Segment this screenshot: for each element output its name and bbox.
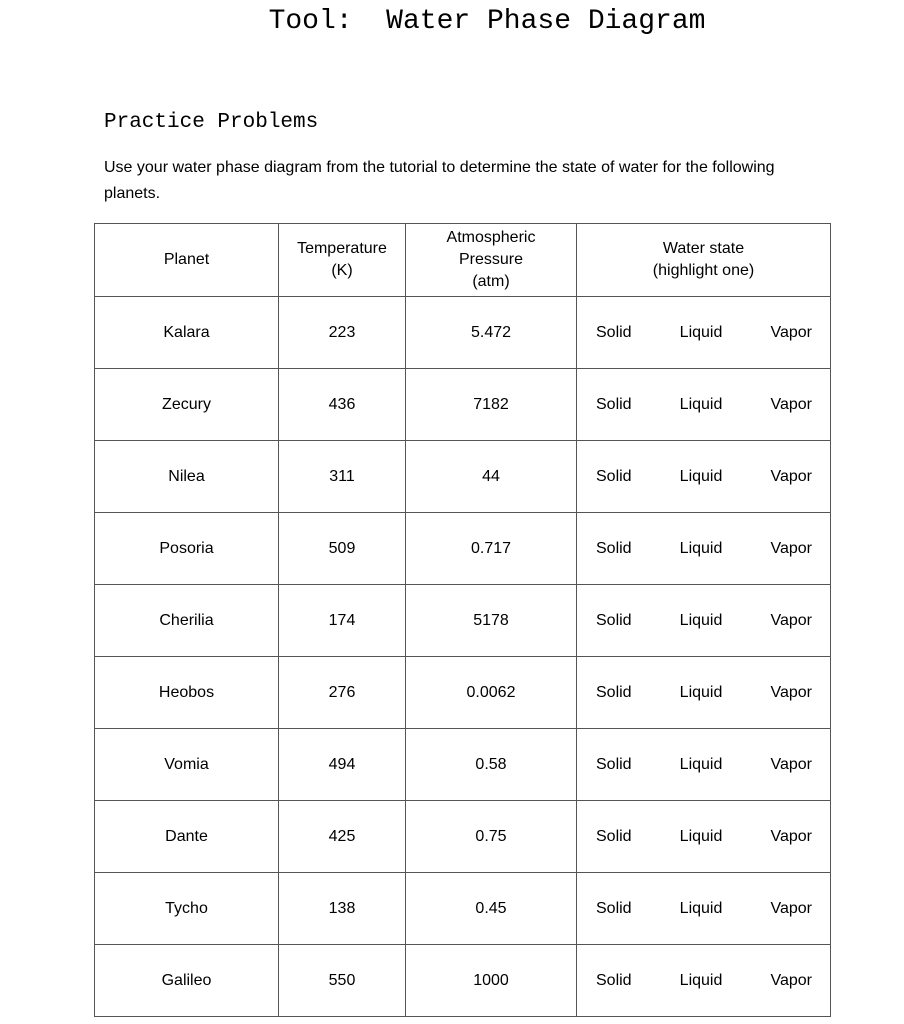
temperature-header-line1: Temperature (297, 240, 387, 257)
state-option-solid[interactable]: Solid (596, 323, 632, 341)
state-options (577, 540, 830, 558)
planet-name-cell: Zecury (95, 369, 279, 441)
temperature-header-line2: (K) (331, 262, 353, 279)
state-option-liquid[interactable]: Liquid (679, 323, 723, 341)
state-option-liquid[interactable]: Liquid (679, 755, 723, 773)
water-state-cell (577, 801, 831, 873)
pressure-column-header (406, 224, 577, 297)
state-options (577, 396, 830, 414)
pressure-header-line3: (atm) (472, 273, 510, 290)
table-row (95, 441, 831, 513)
water-state-cell (577, 873, 831, 945)
state-options (577, 900, 830, 918)
planet-name-cell: Vomia (95, 729, 279, 801)
state-option-solid[interactable]: Solid (596, 683, 632, 701)
table-body (95, 297, 831, 1017)
pressure-cell: 0.717 (406, 513, 577, 585)
table-row (95, 801, 831, 873)
state-options (577, 756, 830, 774)
state-option-vapor[interactable]: Vapor (770, 323, 812, 341)
temperature-cell: 276 (279, 657, 406, 729)
planet-name-cell: Tycho (95, 873, 279, 945)
table-row (95, 585, 831, 657)
table-row (95, 369, 831, 441)
state-option-vapor[interactable]: Vapor (770, 971, 812, 989)
planet-name-cell: Kalara (95, 297, 279, 369)
temperature-cell: 436 (279, 369, 406, 441)
state-option-liquid[interactable]: Liquid (679, 971, 723, 989)
water-state-cell (577, 729, 831, 801)
state-option-liquid[interactable]: Liquid (679, 827, 723, 845)
temperature-cell: 494 (279, 729, 406, 801)
state-option-solid[interactable]: Solid (596, 611, 632, 629)
planet-column-header (95, 224, 279, 297)
planet-name-cell: Nilea (95, 441, 279, 513)
state-option-liquid[interactable]: Liquid (679, 467, 723, 485)
state-option-liquid[interactable]: Liquid (679, 539, 723, 557)
water-state-cell (577, 585, 831, 657)
state-option-solid[interactable]: Solid (596, 467, 632, 485)
state-options (577, 972, 830, 990)
planet-header-label: Planet (163, 251, 210, 268)
pressure-header-line1: Atmospheric (446, 229, 536, 246)
temperature-cell: 174 (279, 585, 406, 657)
water-state-header-line2: (highlight one) (652, 262, 755, 279)
state-option-solid[interactable]: Solid (596, 539, 632, 557)
state-options (577, 828, 830, 846)
temperature-cell: 509 (279, 513, 406, 585)
temperature-column-header (279, 224, 406, 297)
state-option-vapor[interactable]: Vapor (770, 827, 812, 845)
state-option-liquid[interactable]: Liquid (679, 683, 723, 701)
pressure-cell: 44 (406, 441, 577, 513)
state-options (577, 612, 830, 630)
state-options (577, 468, 830, 486)
water-state-cell (577, 657, 831, 729)
pressure-cell: 0.75 (406, 801, 577, 873)
state-option-vapor[interactable]: Vapor (770, 395, 812, 413)
temperature-cell: 138 (279, 873, 406, 945)
state-option-solid[interactable]: Solid (596, 899, 632, 917)
state-option-liquid[interactable]: Liquid (679, 611, 723, 629)
pressure-header-line2: Pressure (458, 251, 524, 268)
state-option-solid[interactable]: Solid (596, 827, 632, 845)
section-heading: Practice Problems (104, 111, 319, 134)
table-row (95, 657, 831, 729)
state-option-liquid[interactable]: Liquid (679, 899, 723, 917)
pressure-cell: 5.472 (406, 297, 577, 369)
table-row (95, 729, 831, 801)
state-option-solid[interactable]: Solid (596, 395, 632, 413)
table-header-row (95, 224, 831, 297)
water-state-cell (577, 441, 831, 513)
pressure-cell: 0.45 (406, 873, 577, 945)
state-option-solid[interactable]: Solid (596, 971, 632, 989)
instructions-text: Use your water phase diagram from the tutorial to determine the state of water for the following planets. (104, 159, 775, 202)
planet-name-cell: Heobos (95, 657, 279, 729)
pressure-cell: 5178 (406, 585, 577, 657)
state-options (577, 684, 830, 702)
state-option-vapor[interactable]: Vapor (770, 467, 812, 485)
water-state-cell (577, 513, 831, 585)
state-option-vapor[interactable]: Vapor (770, 755, 812, 773)
pressure-cell: 0.58 (406, 729, 577, 801)
state-options (577, 324, 830, 342)
planet-name-cell: Dante (95, 801, 279, 873)
table-row (95, 297, 831, 369)
pressure-cell: 1000 (406, 945, 577, 1017)
temperature-cell: 550 (279, 945, 406, 1017)
page-title: Tool: Water Phase Diagram (268, 6, 706, 37)
water-state-cell (577, 297, 831, 369)
planet-name-cell: Posoria (95, 513, 279, 585)
planet-name-cell: Cherilia (95, 585, 279, 657)
state-option-solid[interactable]: Solid (596, 755, 632, 773)
table-row (95, 513, 831, 585)
table-row (95, 945, 831, 1017)
temperature-cell: 311 (279, 441, 406, 513)
temperature-cell: 223 (279, 297, 406, 369)
state-option-vapor[interactable]: Vapor (770, 539, 812, 557)
planet-table (94, 223, 831, 1017)
pressure-cell: 0.0062 (406, 657, 577, 729)
temperature-cell: 425 (279, 801, 406, 873)
state-option-vapor[interactable]: Vapor (770, 899, 812, 917)
state-option-vapor[interactable]: Vapor (770, 683, 812, 701)
state-option-vapor[interactable]: Vapor (770, 611, 812, 629)
water-state-header-line1: Water state (662, 240, 745, 257)
state-option-liquid[interactable]: Liquid (679, 395, 723, 413)
water-state-column-header (577, 224, 831, 297)
table-row (95, 873, 831, 945)
pressure-cell: 7182 (406, 369, 577, 441)
water-state-cell (577, 945, 831, 1017)
water-state-cell (577, 369, 831, 441)
planet-name-cell: Galileo (95, 945, 279, 1017)
